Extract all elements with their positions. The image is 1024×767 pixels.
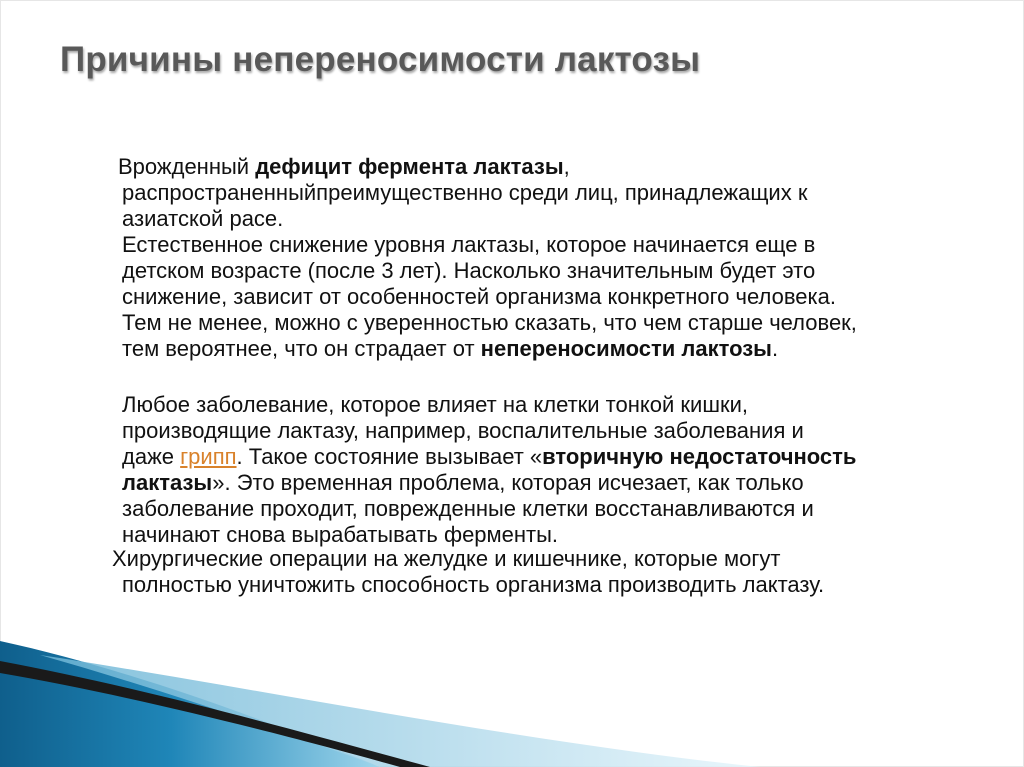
text-span: Врожденный [118,154,256,179]
text-span: . [771,336,779,361]
text-line: начинают снова вырабатывать ферменты. [122,522,559,547]
text-span: , [563,154,570,179]
text-span: даже [122,444,181,469]
text-line: детском возрасте (после 3 лет). Насколько значительным будет это [122,258,816,283]
bold-text: непереносимости лактозы [480,336,772,361]
bold-text: вторичную недостаточность [542,444,857,469]
text-line: заболевание проходит, поврежденные клетки восстанавливаются и [122,496,814,521]
paragraph-congenital-deficiency [118,154,986,232]
text-line [122,336,996,362]
bold-text: лактазы [122,470,213,495]
text-span: . Такое состояние вызывает « [236,444,543,469]
text-line: Тем не менее, можно с уверенностью сказать, что чем старше человек, [122,310,857,335]
paragraph-natural-decline [122,232,996,362]
text-line [122,470,996,496]
text-line: полностью уничтожить способность организма производить лактазу. [122,572,825,597]
paragraph-secondary-deficiency [122,392,996,548]
text-line: Естественное снижение уровня лактазы, которое начинается еще в [122,232,816,257]
text-line [118,154,986,180]
bold-text: дефицит фермента лактазы [255,154,564,179]
text-line: снижение, зависит от особенностей организма конкретного человека. [122,284,836,309]
text-line: азиатской расе. [122,206,284,231]
flu-link[interactable]: грипп [180,444,237,469]
text-line [122,444,996,470]
text-span: тем вероятнее, что он страдает от [122,336,481,361]
text-span: ». Это временная проблема, которая исчезает, как только [212,470,804,495]
text-line: Любое заболевание, которое влияет на клетки тонкой кишки, [122,392,748,417]
text-line: Хирургические операции на желудке и кишечнике, которые могут [112,546,781,571]
text-line: распространенныйпреимущественно среди лиц, принадлежащих к [122,180,808,205]
text-line: производящие лактазу, например, воспалительные заболевания и [122,418,804,443]
decorative-wave [0,627,1024,767]
slide-title: Причины непереносимости лактозы [60,40,701,79]
paragraph-surgery [112,546,996,598]
